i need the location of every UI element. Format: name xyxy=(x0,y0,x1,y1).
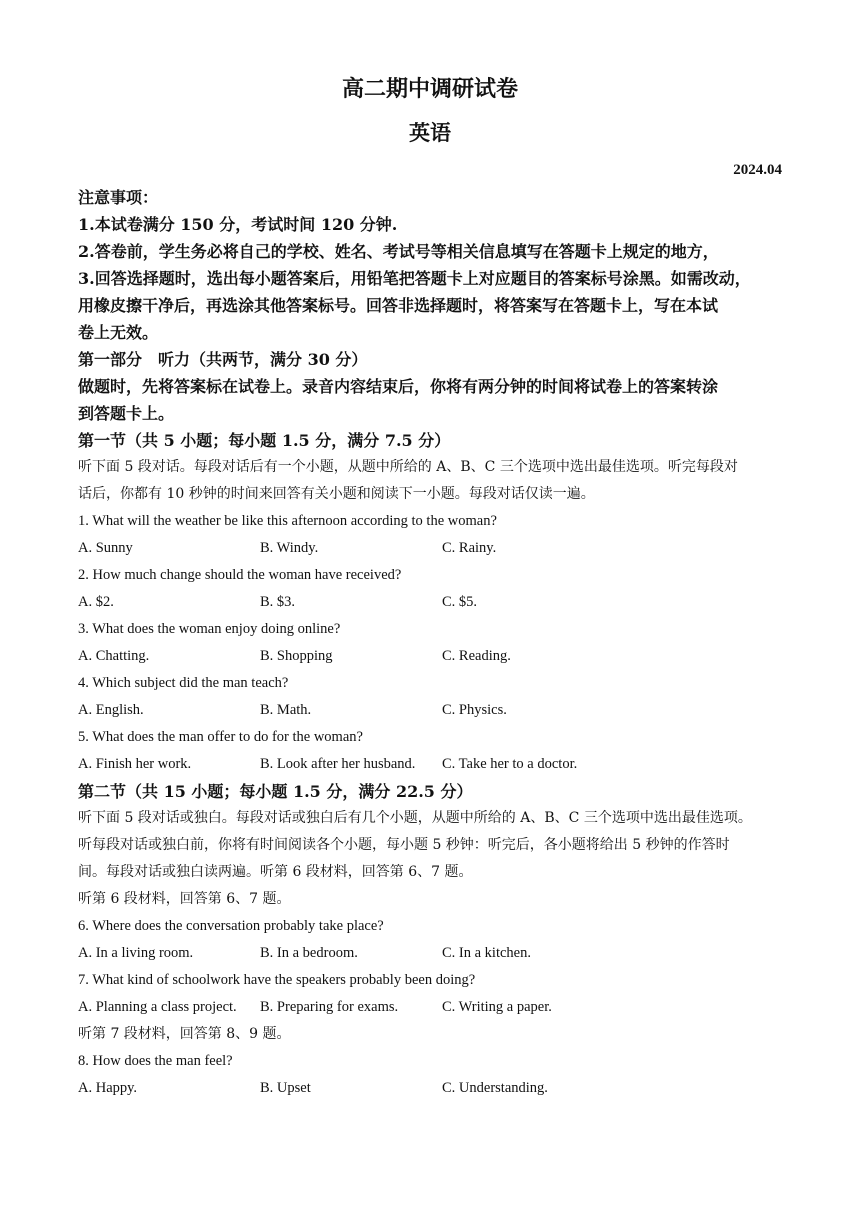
question-3-option-a: A. Chatting. xyxy=(78,648,150,664)
question-2-option-c: C. $5. xyxy=(442,594,478,610)
section1-heading: 第一节（共 5 小题；每小题 1.5 分，满分 7.5 分） xyxy=(78,431,451,450)
exam-date: 2024.04 xyxy=(733,162,782,178)
question-3-option-b: B. Shopping xyxy=(260,648,333,664)
question-2-option-a: A. $2. xyxy=(78,594,114,610)
material-6-note: 听第 6 段材料，回答第 6、7 题。 xyxy=(78,891,291,907)
section2-instruction-line-1: 听下面 5 段对话或独白。每段对话或独白后有几个小题，从题中所给的 A、B、C 三个选项中选出最佳选项。 xyxy=(78,810,752,826)
section1-instruction-line-1: 听下面 5 段对话。每段对话后有一个小题，从题中所给的 A、B、C 三个选项中选出最佳选项。听完每段对 xyxy=(78,459,738,475)
part1-heading: 第一部分 听力（共两节，满分 30 分） xyxy=(78,350,368,369)
question-5-option-b: B. Look after her husband. xyxy=(260,756,416,772)
question-8: 8. How does the man feel? xyxy=(78,1053,233,1069)
part1-instruction-line-1: 做题时，先将答案标在试卷上。录音内容结束后，你将有两分钟的时间将试卷上的答案转涂 xyxy=(78,377,719,396)
question-5-option-c: C. Take her to a doctor. xyxy=(442,756,578,772)
question-6-option-b: B. In a bedroom. xyxy=(260,945,358,961)
question-2: 2. How much change should the woman have received? xyxy=(78,567,402,583)
question-4-option-b: B. Math. xyxy=(260,702,312,718)
question-1-option-a: A. Sunny xyxy=(78,540,133,556)
question-4-option-c: C. Physics. xyxy=(442,702,507,718)
question-5: 5. What does the man offer to do for the woman? xyxy=(78,729,363,745)
question-8-option-a: A. Happy. xyxy=(78,1080,138,1096)
question-7: 7. What kind of schoolwork have the speakers probably been doing? xyxy=(78,972,476,988)
exam-subject: 英语 xyxy=(409,120,451,145)
question-1: 1. What will the weather be like this afternoon according to the woman? xyxy=(78,513,497,529)
question-4: 4. Which subject did the man teach? xyxy=(78,675,289,691)
question-6-option-c: C. In a kitchen. xyxy=(442,945,531,961)
notice-item-1: 1.本试卷满分 150 分，考试时间 120 分钟. xyxy=(78,215,398,234)
notice-item-3-line-3: 卷上无效。 xyxy=(78,323,159,342)
notice-item-2: 2.答卷前，学生务必将自己的学校、姓名、考试号等相关信息填写在答题卡上规定的地方， xyxy=(78,242,719,261)
section2-instruction-line-3: 间。每段对话或独白读两遍。听第 6 段材料，回答第 6、7 题。 xyxy=(78,864,473,880)
section2-instruction-line-2: 听每段对话或独白前，你将有时间阅读各个小题，每小题 5 秒钟：听完后，各小题将给出 5 秒钟的作答时 xyxy=(78,837,730,853)
question-3-option-c: C. Reading. xyxy=(442,648,511,664)
question-7-option-b: B. Preparing for exams. xyxy=(260,999,399,1015)
question-7-option-c: C. Writing a paper. xyxy=(442,999,552,1015)
question-6: 6. Where does the conversation probably take place? xyxy=(78,918,384,934)
notice-item-3-line-2: 用橡皮擦干净后，再选涂其他答案标号。回答非选择题时，将答案写在答题卡上，写在本试 xyxy=(78,296,719,315)
question-6-option-a: A. In a living room. xyxy=(78,945,194,961)
question-2-option-b: B. $3. xyxy=(260,594,296,610)
section2-heading: 第二节（共 15 小题；每小题 1.5 分，满分 22.5 分） xyxy=(78,782,473,801)
question-8-option-c: C. Understanding. xyxy=(442,1080,548,1096)
question-8-option-b: B. Upset xyxy=(260,1080,311,1096)
section1-instruction-line-2: 话后，你都有 10 秒钟的时间来回答有关小题和阅读下一小题。每段对话仅读一遍。 xyxy=(78,486,595,502)
question-1-option-c: C. Rainy. xyxy=(442,540,497,556)
part1-instruction-line-2: 到答题卡上。 xyxy=(78,404,175,423)
question-1-option-b: B. Windy. xyxy=(260,540,319,556)
notice-heading: 注意事项： xyxy=(78,188,159,207)
question-5-option-a: A. Finish her work. xyxy=(78,756,192,772)
question-7-option-a: A. Planning a class project. xyxy=(78,999,237,1015)
exam-title: 高二期中调研试卷 xyxy=(341,76,518,102)
notice-item-3-line-1: 3.回答选择题时，选出每小题答案后，用铅笔把答题卡上对应题目的答案标号涂黑。如需改动， xyxy=(78,269,751,288)
question-4-option-a: A. English. xyxy=(78,702,144,718)
question-3: 3. What does the woman enjoy doing online? xyxy=(78,621,341,637)
material-7-note: 听第 7 段材料，回答第 8、9 题。 xyxy=(78,1026,291,1042)
